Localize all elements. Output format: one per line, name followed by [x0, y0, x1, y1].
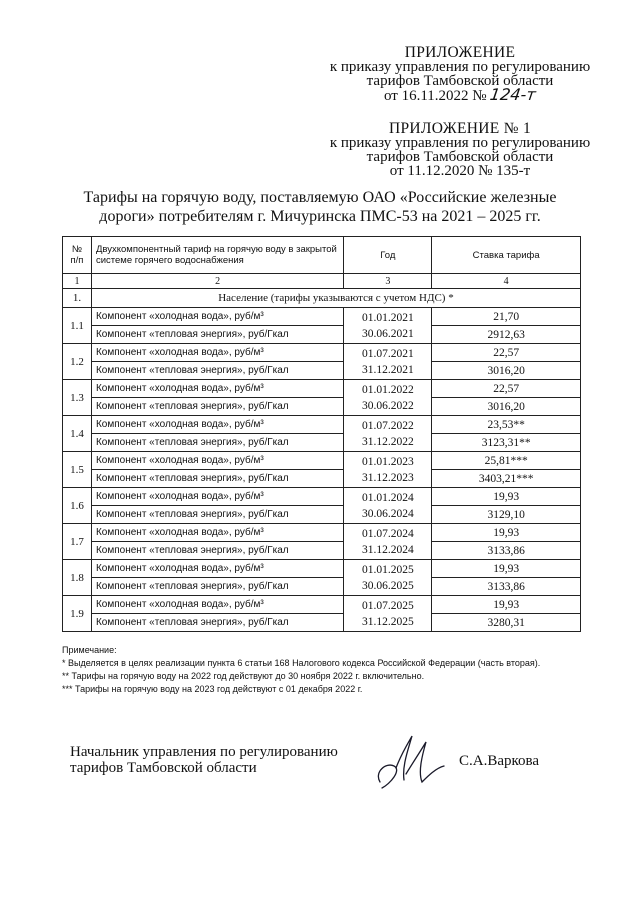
period-from: 01.07.2022 — [361, 419, 414, 432]
row-num: 1.4 — [63, 416, 92, 452]
appendix-date: от 11.12.2020 № 135-т — [389, 163, 531, 179]
table-row — [63, 434, 581, 452]
section-row — [63, 289, 581, 308]
column-number: 1 — [63, 274, 92, 289]
component-heat-energy: Компонент «тепловая энергия», руб/Гкал — [91, 362, 343, 380]
rate-cold-water: 25,81*** — [432, 452, 581, 470]
period-cell — [344, 380, 432, 416]
notes — [62, 644, 582, 696]
rate-cold-water: 19,93 — [432, 524, 581, 542]
signatory-name: С.А.Варкова — [459, 753, 540, 769]
table-row — [63, 470, 581, 488]
rate-cold-water: 23,53** — [432, 416, 581, 434]
period-cell — [344, 308, 432, 344]
component-cold-water: Компонент «холодная вода», руб/м³ — [91, 308, 343, 326]
note-item: * Выделяется в целях реализации пункта 6 статьи 168 Налогового кодекса Российской Федерации (часть вторая). — [62, 658, 541, 668]
component-heat-energy: Компонент «тепловая энергия», руб/Гкал — [91, 578, 343, 596]
header-num: № п/п — [63, 237, 92, 274]
period-from: 01.01.2021 — [361, 311, 414, 324]
row-num: 1.7 — [63, 524, 92, 560]
rate-heat-energy: 3016,20 — [432, 398, 581, 416]
component-heat-energy: Компонент «тепловая энергия», руб/Гкал — [91, 326, 343, 344]
row-num: 1.9 — [63, 596, 92, 632]
appendix-line: к приказу управления по регулированию — [329, 59, 591, 75]
appendix-line: тарифов Тамбовской области — [366, 149, 554, 165]
component-cold-water: Компонент «холодная вода», руб/м³ — [91, 452, 343, 470]
period-cell — [344, 488, 432, 524]
appendix-line: к приказу управления по регулированию — [329, 135, 591, 151]
row-num: 1.2 — [63, 344, 92, 380]
period-to: 30.06.2024 — [361, 507, 414, 520]
period-from: 01.01.2024 — [361, 491, 414, 504]
period-from: 01.01.2025 — [361, 563, 414, 576]
column-number-row — [63, 274, 581, 289]
rate-heat-energy: 3403,21*** — [432, 470, 581, 488]
rate-heat-energy: 3123,31** — [432, 434, 581, 452]
appendix-previous — [300, 122, 620, 178]
rate-cold-water: 19,93 — [432, 596, 581, 614]
rate-cold-water: 19,93 — [432, 488, 581, 506]
appendix-date — [300, 85, 620, 104]
rate-heat-energy: 3129,10 — [432, 506, 581, 524]
period-to: 31.12.2021 — [361, 363, 414, 376]
column-number: 4 — [432, 274, 581, 289]
table-row — [63, 614, 581, 632]
table-row — [63, 362, 581, 380]
note-item: ** Тарифы на горячую воду на 2022 год действуют до 30 ноября 2022 г. включительно. — [62, 671, 425, 681]
appendix-title: ПРИЛОЖЕНИЕ № 1 — [388, 120, 532, 137]
rate-heat-energy: 3280,31 — [432, 614, 581, 632]
note-item: *** Тарифы на горячую воду на 2023 год действуют с 01 декабря 2022 г. — [62, 684, 363, 694]
signatory-title-line: Начальник управления по регулированию — [70, 744, 338, 760]
component-heat-energy: Компонент «тепловая энергия», руб/Гкал — [91, 506, 343, 524]
signatory-title — [70, 744, 338, 776]
table-row — [63, 416, 581, 434]
row-num: 1.6 — [63, 488, 92, 524]
component-heat-energy: Компонент «тепловая энергия», руб/Гкал — [91, 614, 343, 632]
table-row — [63, 506, 581, 524]
rate-cold-water: 22,57 — [432, 344, 581, 362]
period-cell — [344, 416, 432, 452]
period-to: 30.06.2021 — [361, 327, 414, 340]
row-num: 1.1 — [63, 308, 92, 344]
period-to: 31.12.2023 — [361, 471, 414, 484]
header-tariff: Двухкомпонентный тариф на горячую воду в закрытой системе горячего водоснабжения — [91, 237, 343, 274]
component-cold-water: Компонент «холодная вода», руб/м³ — [91, 596, 343, 614]
table-row — [63, 596, 581, 614]
handwritten-signature — [372, 732, 452, 792]
table-row — [63, 380, 581, 398]
period-from: 01.01.2023 — [361, 455, 414, 468]
period-to: 31.12.2024 — [361, 543, 414, 556]
section-num: 1. — [63, 289, 92, 308]
header-rate: Ставка тарифа — [432, 237, 581, 274]
period-cell — [344, 452, 432, 488]
table-row — [63, 326, 581, 344]
row-num: 1.8 — [63, 560, 92, 596]
period-cell — [344, 524, 432, 560]
rate-heat-energy: 3133,86 — [432, 542, 581, 560]
period-from: 01.07.2024 — [361, 527, 414, 540]
period-from: 01.07.2021 — [361, 347, 414, 360]
component-cold-water: Компонент «холодная вода», руб/м³ — [91, 380, 343, 398]
rate-cold-water: 21,70 — [432, 308, 581, 326]
component-heat-energy: Компонент «тепловая энергия», руб/Гкал — [91, 434, 343, 452]
rate-cold-water: 19,93 — [432, 560, 581, 578]
rate-heat-energy: 3016,20 — [432, 362, 581, 380]
column-number: 2 — [91, 274, 343, 289]
document-title-line: Тарифы на горячую воду, поставляемую ОАО «Российские железные — [83, 189, 557, 206]
period-from: 01.01.2022 — [361, 383, 414, 396]
column-number: 3 — [344, 274, 432, 289]
period-from: 01.07.2025 — [361, 599, 414, 612]
row-num: 1.3 — [63, 380, 92, 416]
table-row — [63, 578, 581, 596]
handwritten-order-number: 124-т — [489, 85, 538, 104]
component-cold-water: Компонент «холодная вода», руб/м³ — [91, 488, 343, 506]
appendix-line: тарифов Тамбовской области — [366, 73, 554, 89]
table-row — [63, 308, 581, 326]
component-cold-water: Компонент «холодная вода», руб/м³ — [91, 524, 343, 542]
section-label: Население (тарифы указываются с учетом НДС) * — [91, 289, 580, 308]
rate-cold-water: 22,57 — [432, 380, 581, 398]
component-heat-energy: Компонент «тепловая энергия», руб/Гкал — [91, 470, 343, 488]
table-row — [63, 560, 581, 578]
rate-heat-energy: 2912,63 — [432, 326, 581, 344]
appendix-title: ПРИЛОЖЕНИЕ — [404, 44, 516, 61]
table-row — [63, 488, 581, 506]
table-row — [63, 344, 581, 362]
notes-heading: Примечание: — [62, 645, 117, 655]
row-num: 1.5 — [63, 452, 92, 488]
component-cold-water: Компонент «холодная вода», руб/м³ — [91, 560, 343, 578]
table-row — [63, 452, 581, 470]
component-cold-water: Компонент «холодная вода», руб/м³ — [91, 416, 343, 434]
period-cell — [344, 344, 432, 380]
tariff-table — [62, 236, 581, 632]
table-row — [63, 524, 581, 542]
component-heat-energy: Компонент «тепловая энергия», руб/Гкал — [91, 398, 343, 416]
period-to: 30.06.2022 — [361, 399, 414, 412]
period-cell — [344, 596, 432, 632]
signatory-title-line: тарифов Тамбовской области — [70, 760, 257, 776]
period-to: 30.06.2025 — [361, 579, 414, 592]
component-heat-energy: Компонент «тепловая энергия», руб/Гкал — [91, 542, 343, 560]
header-year: Год — [344, 237, 432, 274]
table-row — [63, 542, 581, 560]
document-title-line: дороги» потребителям г. Мичуринска ПМС-53 на 2021 – 2025 гг. — [99, 208, 541, 225]
rate-heat-energy: 3133,86 — [432, 578, 581, 596]
period-to: 31.12.2022 — [361, 435, 414, 448]
table-header-row — [63, 237, 581, 274]
component-cold-water: Компонент «холодная вода», руб/м³ — [91, 344, 343, 362]
period-cell — [344, 560, 432, 596]
document-title — [70, 188, 570, 226]
appendix-date-prefix: от 16.11.2022 № — [383, 88, 487, 104]
appendix-current — [300, 46, 620, 103]
table-row — [63, 398, 581, 416]
period-to: 31.12.2025 — [361, 615, 414, 628]
